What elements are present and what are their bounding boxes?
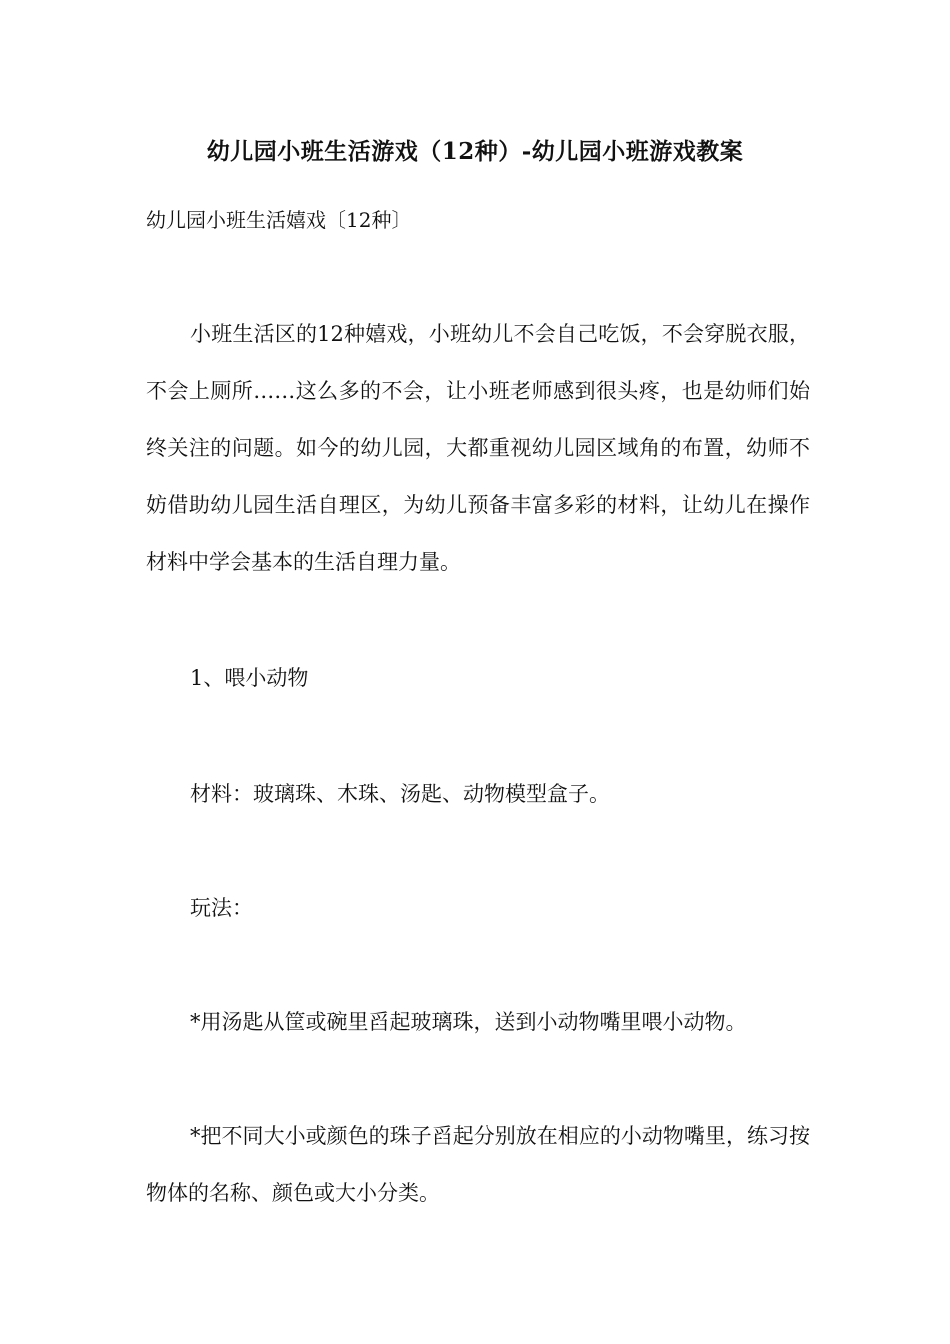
document-subtitle: 幼儿园小班生活嬉戏〔12种〕 <box>146 208 412 232</box>
play-step: *用汤匙从筐或碗里舀起玻璃珠，送到小动物嘴里喂小动物。 <box>190 1010 747 1034</box>
play-step: *把不同大小或颜色的珠子舀起分别放在相应的小动物嘴里，练习按物体的名称、颜色或大小分类。 <box>146 1124 810 1205</box>
intro-paragraph: 小班生活区的12种嬉戏，小班幼儿不会自己吃饭，不会穿脱衣服，不会上厕所……这么多的不会，让小班老师感到很头疼，也是幼师们始终关注的问题。如今的幼儿园，大都重视幼儿园区域角的布置，幼师不妨借助幼儿园生活自理区，为幼儿预备丰富多彩的材料，让幼儿在操作材料中学会基本的生活自理力量。 <box>146 322 810 574</box>
section-heading-feed-animals: 1、喂小动物 <box>190 666 309 690</box>
materials-paragraph: 材料：玻璃珠、木珠、汤匙、动物模型盒子。 <box>190 782 610 806</box>
play-method-label: 玩法： <box>190 896 253 920</box>
document-title: 幼儿园小班生活游戏（12种）-幼儿园小班游戏教案 <box>206 138 744 165</box>
